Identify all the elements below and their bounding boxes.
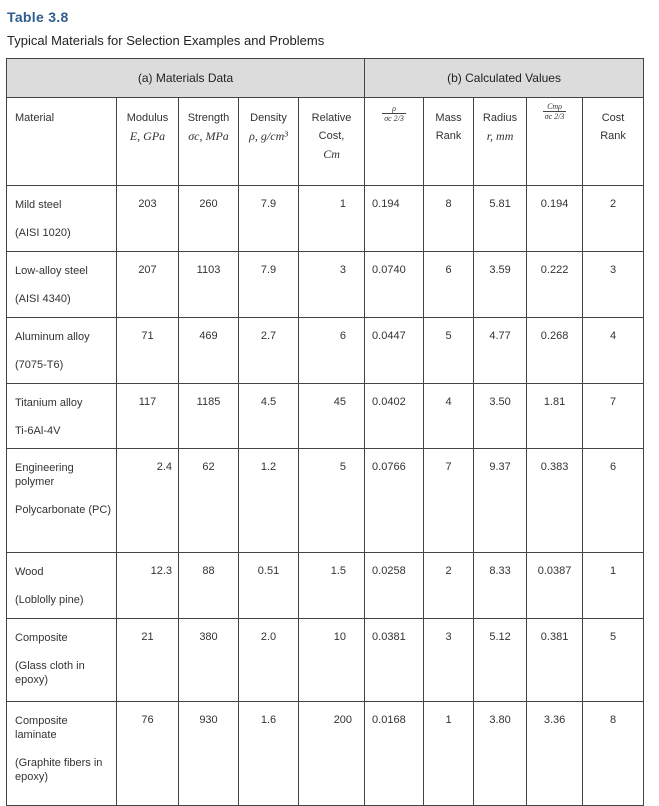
cost-index-cell: 0.222 bbox=[527, 252, 583, 318]
relative-cost-cell: 1.5 bbox=[299, 553, 365, 619]
relative-cost-cell: 5 bbox=[299, 449, 365, 553]
material-name: Titanium alloy Ti-6Al-4V bbox=[7, 384, 117, 449]
cost-index-cell: 0.381 bbox=[527, 619, 583, 702]
modulus-cell: 207 bbox=[117, 252, 179, 318]
header-density-strength-ratio: $\frac{\rho}{\sigma c 2/3}$ bbox=[365, 98, 424, 186]
mass-rank-cell: 2 bbox=[424, 553, 474, 619]
header-strength: Strength σc, MPa bbox=[179, 98, 239, 186]
mass-rank-cell: 3 bbox=[424, 619, 474, 702]
modulus-cell: 203 bbox=[117, 186, 179, 252]
cost-rank-cell: 4 bbox=[583, 318, 644, 384]
mass-rank-cell: 4 bbox=[424, 384, 474, 449]
cost-rank-cell: 7 bbox=[583, 384, 644, 449]
density-cell: 0.51 bbox=[239, 553, 299, 619]
strength-cell: 88 bbox=[179, 553, 239, 619]
relative-cost-cell: 200 bbox=[299, 702, 365, 806]
table-title: Typical Materials for Selection Examples and Problems bbox=[7, 33, 325, 48]
strength-cell: 1103 bbox=[179, 252, 239, 318]
radius-cell: 3.50 bbox=[474, 384, 527, 449]
density-cell: 4.5 bbox=[239, 384, 299, 449]
mass-rank-cell: 1 bbox=[424, 702, 474, 806]
header-density: Density ρ, g/cm³ bbox=[239, 98, 299, 186]
header-cost-rank: Cost Rank bbox=[583, 98, 644, 186]
strength-cell: 380 bbox=[179, 619, 239, 702]
relative-cost-cell: 6 bbox=[299, 318, 365, 384]
group-header-materials-data: (a) Materials Data bbox=[7, 59, 365, 98]
cost-index-cell: 0.194 bbox=[527, 186, 583, 252]
header-material: Material bbox=[7, 98, 117, 186]
strength-cell: 260 bbox=[179, 186, 239, 252]
density-cell: 1.6 bbox=[239, 702, 299, 806]
material-name: Wood (Loblolly pine) bbox=[7, 553, 117, 619]
mass-rank-cell: 7 bbox=[424, 449, 474, 553]
density-cell: 7.9 bbox=[239, 252, 299, 318]
cost-rank-cell: 1 bbox=[583, 553, 644, 619]
modulus-cell: 21 bbox=[117, 619, 179, 702]
radius-cell: 4.77 bbox=[474, 318, 527, 384]
relative-cost-cell: 3 bbox=[299, 252, 365, 318]
table-number: Table 3.8 bbox=[7, 9, 69, 25]
header-cost-index: $\frac{\text{Cmρ}}{\sigma c 2/3}$ bbox=[527, 98, 583, 186]
cost-rank-cell: 6 bbox=[583, 449, 644, 553]
cost-index-cell: 0.0387 bbox=[527, 553, 583, 619]
ratio-cell: 0.0168 bbox=[365, 702, 424, 806]
radius-cell: 5.81 bbox=[474, 186, 527, 252]
relative-cost-cell: 45 bbox=[299, 384, 365, 449]
modulus-cell: 76 bbox=[117, 702, 179, 806]
density-cell: 2.7 bbox=[239, 318, 299, 384]
materials-table bbox=[6, 58, 644, 806]
material-name: Mild steel (AISI 1020) bbox=[7, 186, 117, 252]
header-modulus: Modulus E, GPa bbox=[117, 98, 179, 186]
relative-cost-cell: 10 bbox=[299, 619, 365, 702]
table-row bbox=[7, 318, 644, 384]
modulus-cell: 2.4 bbox=[117, 449, 179, 553]
header-relative-cost: Relative Cost, Cm bbox=[299, 98, 365, 186]
material-name: Composite laminate (Graphite fibers in epoxy) bbox=[7, 702, 117, 806]
radius-cell: 3.59 bbox=[474, 252, 527, 318]
strength-cell: 469 bbox=[179, 318, 239, 384]
mass-rank-cell: 8 bbox=[424, 186, 474, 252]
material-name: Aluminum alloy (7075-T6) bbox=[7, 318, 117, 384]
mass-rank-cell: 5 bbox=[424, 318, 474, 384]
table-row bbox=[7, 702, 644, 806]
density-cell: 1.2 bbox=[239, 449, 299, 553]
density-cell: 7.9 bbox=[239, 186, 299, 252]
cost-index-cell: 0.383 bbox=[527, 449, 583, 553]
cost-index-cell: 1.81 bbox=[527, 384, 583, 449]
material-name: Low-alloy steel (AISI 4340) bbox=[7, 252, 117, 318]
group-header-calculated-values: (b) Calculated Values bbox=[365, 59, 644, 98]
ratio-cell: 0.0402 bbox=[365, 384, 424, 449]
strength-cell: 1185 bbox=[179, 384, 239, 449]
density-cell: 2.0 bbox=[239, 619, 299, 702]
cost-index-cell: 0.268 bbox=[527, 318, 583, 384]
header-mass-rank: Mass Rank bbox=[424, 98, 474, 186]
radius-cell: 9.37 bbox=[474, 449, 527, 553]
ratio-cell: 0.0740 bbox=[365, 252, 424, 318]
table-row bbox=[7, 553, 644, 619]
ratio-cell: 0.194 bbox=[365, 186, 424, 252]
modulus-cell: 12.3 bbox=[117, 553, 179, 619]
table-row bbox=[7, 619, 644, 702]
relative-cost-cell: 1 bbox=[299, 186, 365, 252]
strength-cell: 62 bbox=[179, 449, 239, 553]
ratio-cell: 0.0447 bbox=[365, 318, 424, 384]
modulus-cell: 71 bbox=[117, 318, 179, 384]
material-name: Engineering polymer Polycarbonate (PC) bbox=[7, 449, 117, 553]
cost-rank-cell: 5 bbox=[583, 619, 644, 702]
cost-rank-cell: 8 bbox=[583, 702, 644, 806]
strength-cell: 930 bbox=[179, 702, 239, 806]
cost-index-cell: 3.36 bbox=[527, 702, 583, 806]
material-name: Composite (Glass cloth in epoxy) bbox=[7, 619, 117, 702]
table-row bbox=[7, 252, 644, 318]
header-radius: Radius r, mm bbox=[474, 98, 527, 186]
radius-cell: 8.33 bbox=[474, 553, 527, 619]
radius-cell: 3.80 bbox=[474, 702, 527, 806]
mass-rank-cell: 6 bbox=[424, 252, 474, 318]
ratio-cell: 0.0766 bbox=[365, 449, 424, 553]
table-row bbox=[7, 186, 644, 252]
ratio-cell: 0.0258 bbox=[365, 553, 424, 619]
radius-cell: 5.12 bbox=[474, 619, 527, 702]
cost-rank-cell: 3 bbox=[583, 252, 644, 318]
table-row bbox=[7, 449, 644, 553]
ratio-cell: 0.0381 bbox=[365, 619, 424, 702]
modulus-cell: 117 bbox=[117, 384, 179, 449]
cost-rank-cell: 2 bbox=[583, 186, 644, 252]
table-row bbox=[7, 384, 644, 449]
